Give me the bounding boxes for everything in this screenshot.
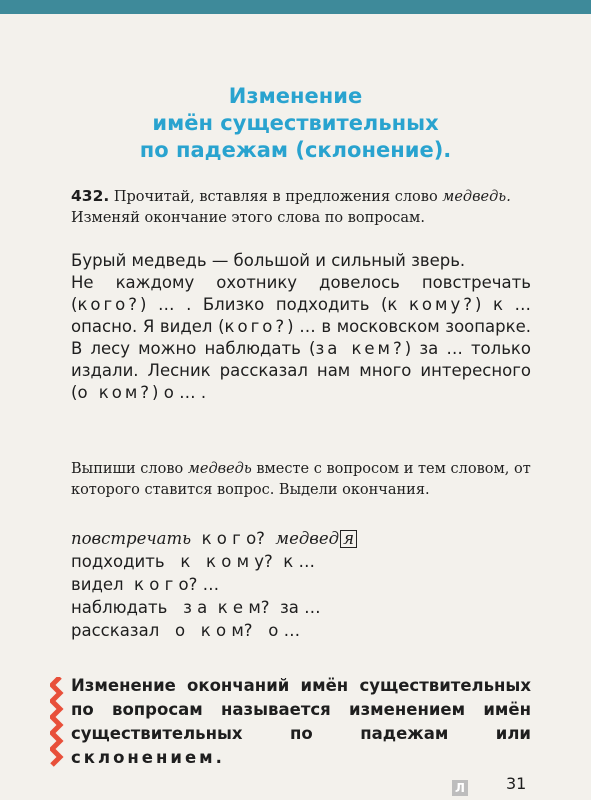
task-word: медведь xyxy=(187,461,252,477)
answer-row-4: наблюдать з а к е м? за … xyxy=(71,598,321,617)
answer-list xyxy=(71,527,531,642)
answer-verb: повстречать xyxy=(71,529,192,548)
paragraph-text: Не каждому охотнику довелось повстречать ( xyxy=(71,273,531,314)
rule-term: склонением. xyxy=(71,748,225,767)
top-color-bar xyxy=(0,0,591,14)
answer-row-5: рассказал о к о м? о … xyxy=(71,621,301,640)
paragraph-text: ) за … только издали. Лесник рассказал нам много интересного ( xyxy=(71,339,531,402)
answer-row-2: подходить к к о м у? к … xyxy=(71,552,316,571)
page-number: 31 xyxy=(506,774,527,793)
task-text-a: Выпиши слово xyxy=(71,461,188,477)
watermark-logo-icon: Л xyxy=(452,780,468,796)
question-word: кого? xyxy=(224,317,288,336)
answer-row-1 xyxy=(71,527,531,550)
paragraph-main xyxy=(71,272,531,404)
exercise-text-a: Прочитай, вставляя в предложения слово xyxy=(109,189,443,205)
section-title-line-3: по падежам (склонение). xyxy=(139,138,452,162)
section-title-line-1: Изменение xyxy=(228,84,363,108)
answer-row-3: видел к о г о? … xyxy=(71,575,220,594)
paragraph-text: ) о … . xyxy=(152,383,207,402)
highlighted-ending: я xyxy=(340,530,357,548)
paragraph-text: ) … . Близко подходить (к xyxy=(140,295,409,314)
question-word: о ком? xyxy=(77,383,153,402)
exercise-number: 432. xyxy=(71,187,110,205)
question-word: кого? xyxy=(77,295,141,314)
task-text-b: вместе с вопросом и тем словом, от которого ставится вопрос. Выдели окончания. xyxy=(71,461,531,498)
answer-stem: медвед xyxy=(275,529,340,548)
paragraph-line-1: Бурый медведь — большой и сильный зверь. xyxy=(71,251,466,270)
exercise-paragraph xyxy=(71,250,531,404)
exercise-instruction xyxy=(71,186,531,229)
rule-text: Изменение окончаний имён существительных по вопросам называется изменением имён существительных по падежам или xyxy=(71,676,531,743)
paragraph-text: ) к … опасно. Я видел ( xyxy=(71,295,531,336)
exercise-word: медведь. xyxy=(442,189,511,205)
section-title-line-2: имён существительных xyxy=(152,111,439,135)
task-instruction xyxy=(71,459,531,501)
paragraph-text: ) … в московском зоопарке. В лесу можно наблюдать ( xyxy=(71,317,531,358)
answer-question: к о г о? xyxy=(191,529,276,548)
textbook-page xyxy=(0,14,591,800)
exercise-text-b: Изменяй окончание этого слова по вопросам. xyxy=(71,210,425,226)
rule-box xyxy=(71,674,531,770)
question-word: за кем? xyxy=(315,339,405,358)
question-word: кому? xyxy=(408,295,475,314)
rule-zigzag-marker xyxy=(50,677,64,767)
